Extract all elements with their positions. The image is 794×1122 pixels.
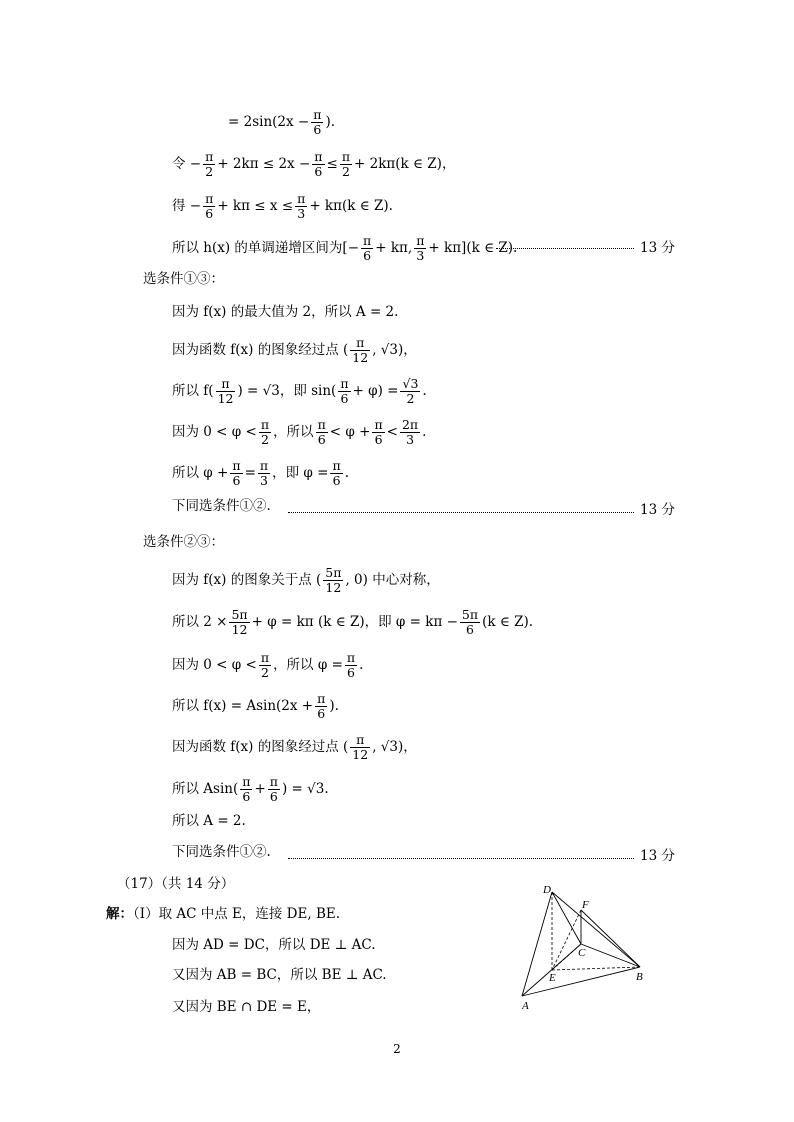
eq-line-2: 令 − $\frac{\pi}{2}$ + 2kπ ≤ 2x − $\frac{\pi}{6}$ ≤ $\frac{\pi}{2}$ + 2kπ(k ∈ Z)， [172, 149, 456, 179]
edge-fb [581, 910, 640, 967]
dot-leader [496, 248, 634, 249]
fraction: $\frac{\pi}{3}$ [416, 233, 425, 263]
step-line: 下同选条件①②. [172, 498, 271, 514]
edge-db [552, 892, 640, 967]
fraction: $\frac{2\pi}{3}$ [401, 417, 419, 447]
fraction: $\frac{\pi}{6}$ [363, 233, 372, 263]
solution-line: 因为 AD = DC，所以 DE ⊥ AC. [172, 937, 376, 953]
step-line: 所以 φ + $\frac{\pi}{6}$ = $\frac{\pi}{3}$ ，即 φ = $\frac{\pi}{6}$ . [172, 458, 349, 488]
fraction: $\frac{√3}{2}$ [402, 376, 419, 406]
question-header: （17）（共 14 分） [117, 876, 235, 892]
fraction: $\frac{5\pi}{12}$ [231, 607, 248, 637]
label-a: A [522, 1000, 529, 1012]
score-label: 13 分 [640, 502, 675, 518]
edge-da [522, 892, 552, 996]
fraction: $\frac{\pi}{6}$ [205, 191, 214, 221]
step-line: 所以 f( $\frac{\pi}{12}$ ) = √3，即 sin( $\frac{\pi}{6}$ + φ) = $\frac{√3}{2}$ . [172, 376, 427, 406]
fraction: $\frac{\pi}{6}$ [314, 149, 323, 179]
fraction: $\frac{\pi}{12}$ [352, 335, 369, 365]
fraction: $\frac{\pi}{3}$ [297, 191, 306, 221]
eq-line-3: 得 − $\frac{\pi}{6}$ + kπ ≤ x ≤ $\frac{\pi}{3}$ + kπ(k ∈ Z). [172, 191, 393, 221]
tetrahedron-figure [508, 878, 668, 1018]
fraction: $\frac{5\pi}{12}$ [325, 565, 342, 595]
label-d: D [543, 884, 551, 896]
case-heading: 选条件①③： [143, 271, 224, 287]
fraction: $\frac{\pi}{6}$ [232, 458, 241, 488]
step-line: 所以 f(x) = Asin(2x + $\frac{\pi}{6}$ ). [172, 691, 339, 721]
fraction: $\frac{\pi}{6}$ [317, 691, 326, 721]
step-line: 因为 f(x) 的图象关于点 ( $\frac{5\pi}{12}$ , 0) 中心对称， [172, 565, 440, 595]
edge-eb-dashed [552, 967, 640, 970]
fraction: $\frac{\pi}{6}$ [317, 417, 326, 447]
score-label: 13 分 [640, 848, 675, 864]
score-label: 13 分 [640, 240, 675, 256]
eq-line-4: 所以 h(x) 的单调递增区间为[− $\frac{\pi}{6}$ + kπ, $\frac{\pi}{3}$ + kπ](k ∈ Z). [172, 233, 518, 263]
solution-line: 又因为 AB = BC，所以 BE ⊥ AC. [172, 967, 387, 983]
solution-line: 解：（Ⅰ）取 AC 中点 E，连接 DE, BE. [106, 906, 341, 922]
step-line: 所以 A = 2. [172, 813, 246, 829]
label-b: B [636, 971, 643, 983]
case-heading: 选条件②③： [143, 534, 224, 550]
solution-line: 又因为 BE ∩ DE = E， [172, 999, 321, 1015]
fraction: $\frac{\pi}{6}$ [269, 774, 278, 804]
solution-label: 解： [106, 906, 133, 922]
fraction: $\frac{\pi}{6}$ [313, 107, 322, 137]
edge-dc [552, 892, 581, 944]
step-line: 所以 2 × $\frac{5\pi}{12}$ + φ = kπ (k ∈ Z)，即 φ = kπ − $\frac{5\pi}{6}$ (k ∈ Z). [172, 607, 534, 637]
label-f: F [582, 899, 589, 911]
edge-cb [581, 944, 640, 967]
fraction: $\frac{5\pi}{6}$ [461, 607, 479, 637]
fraction: $\frac{\pi}{6}$ [242, 774, 251, 804]
fraction: $\frac{\pi}{2}$ [260, 417, 270, 447]
label-e: E [549, 972, 556, 984]
step-line: 所以 Asin( $\frac{\pi}{6}$ + $\frac{\pi}{6}$ ) = √3. [172, 774, 329, 804]
step-line: 下同选条件①②. [172, 844, 271, 860]
edge-fe-dashed [552, 910, 581, 970]
fraction: $\frac{\pi}{12}$ [352, 732, 369, 762]
step-line: 因为函数 f(x) 的图象经过点 ( $\frac{\pi}{12}$ , √3)， [172, 335, 417, 365]
step-line: 因为 f(x) 的最大值为 2，所以 A = 2. [172, 304, 399, 320]
fraction: $\frac{\pi}{6}$ [346, 650, 356, 680]
edge-ab [522, 967, 640, 996]
fraction: $\frac{\pi}{6}$ [340, 376, 349, 406]
fraction: $\frac{\pi}{6}$ [332, 458, 341, 488]
dot-leader [288, 858, 634, 859]
fraction: $\frac{\pi}{6}$ [374, 417, 383, 447]
label-c: C [578, 947, 586, 959]
fraction: $\frac{\pi}{12}$ [217, 376, 234, 406]
page-number: 2 [393, 1042, 401, 1056]
fraction: $\frac{\pi}{2}$ [205, 149, 214, 179]
eq-line-1: = 2sin(2x − $\frac{\pi}{6}$ ). [228, 107, 335, 137]
step-line: 因为 0 < φ < $\frac{\pi}{2}$ ，所以 $\frac{\pi}{6}$ < φ + $\frac{\pi}{6}$ < $\frac{2\pi}{3}$ . [172, 417, 427, 447]
fraction: $\frac{\pi}{2}$ [260, 650, 270, 680]
dot-leader [288, 512, 634, 513]
fraction: $\frac{\pi}{3}$ [259, 458, 269, 488]
fraction: $\frac{\pi}{2}$ [341, 149, 351, 179]
step-line: 因为 0 < φ < $\frac{\pi}{2}$ ，所以 φ = $\frac{\pi}{6}$ . [172, 650, 364, 680]
step-line: 因为函数 f(x) 的图象经过点 ( $\frac{\pi}{12}$ , √3)， [172, 732, 417, 762]
